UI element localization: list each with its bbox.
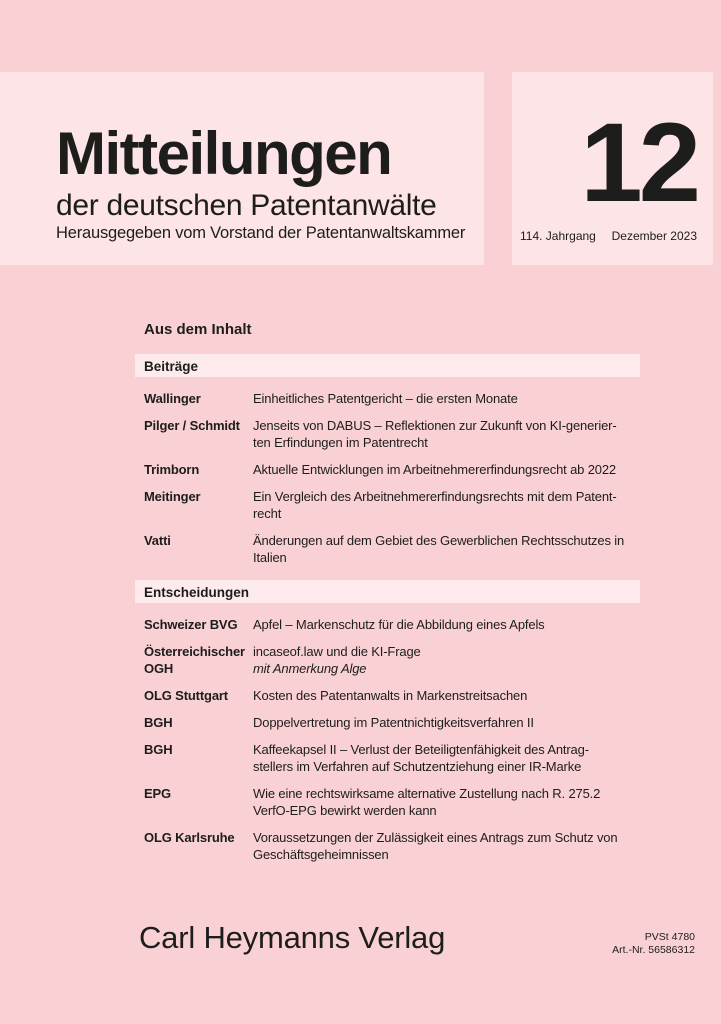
masthead-panel (0, 72, 484, 265)
issue-meta (520, 229, 697, 243)
pvst-number: PVSt 4780 (644, 931, 695, 943)
toc-entry (135, 461, 640, 478)
publisher-name: Carl Heymanns Verlag (139, 920, 446, 955)
toc-entry (135, 532, 640, 566)
toc-entry (135, 714, 640, 731)
entry-title: Ein Vergleich des Arbeitnehmererfindungsrechts mit dem Patent- recht (253, 489, 617, 521)
entry-title: Kosten des Patentanwalts in Markenstreitsachen (253, 688, 528, 703)
entry-title: Wie eine rechtswirksame alternative Zustellung nach R. 275.2 VerfO-EPG bewirkt werden kann (253, 786, 601, 818)
toc-entry (135, 390, 640, 407)
entry-author: Meitinger (144, 489, 201, 504)
toc-entry (135, 829, 640, 863)
toc-entry (135, 616, 640, 633)
magazine-subtitle: der deutschen Patentanwälte (56, 189, 437, 222)
entry-title: Kaffeekapsel II – Verlust der Beteiligtenfähigkeit des Antrag- stellers im Verfahren auf Schutzentziehung einer IR-Marke (253, 742, 589, 774)
toc-entry (135, 643, 640, 677)
issue-panel (512, 72, 713, 265)
entry-author: Vatti (144, 533, 171, 548)
toc-entry (135, 488, 640, 522)
postal-info (612, 931, 695, 956)
publisher-line: Herausgegeben vom Vorstand der Patentanwaltskammer (56, 224, 466, 242)
toc-entry (135, 417, 640, 451)
entry-title: Aktuelle Entwicklungen im Arbeitnehmererfindungsrecht ab 2022 (253, 462, 617, 477)
section-label: Entscheidungen (144, 585, 250, 600)
toc-entry (135, 785, 640, 819)
toc-heading: Aus dem Inhalt (144, 321, 252, 338)
magazine-title: Mitteilungen (56, 120, 392, 187)
entry-author: BGH (144, 715, 173, 730)
entry-author: Trimborn (144, 462, 200, 477)
entry-author: Schweizer BVG (144, 617, 238, 632)
entry-author: Pilger / Schmidt (144, 418, 240, 433)
article-number: Art.-Nr. 56586312 (612, 943, 695, 956)
section-band-beitraege (135, 354, 640, 377)
entry-note: mit Anmerkung Alge (253, 661, 367, 676)
section-band-entscheidungen (135, 580, 640, 603)
toc-entry (135, 741, 640, 775)
issue-date: Dezember 2023 (611, 229, 697, 243)
entry-author: OLG Stuttgart (144, 688, 228, 703)
volume-label: 114. Jahrgang (520, 229, 596, 243)
entry-title: Apfel – Markenschutz für die Abbildung eines Apfels (253, 617, 545, 632)
entry-author: EPG (144, 786, 172, 801)
entry-title: Einheitliches Patentgericht – die ersten Monate (253, 391, 518, 406)
toc-entry (135, 687, 640, 704)
entry-title: Voraussetzungen der Zulässigkeit eines Antrags zum Schutz von Geschäftsgeheimnissen (253, 830, 618, 862)
entry-title: Jenseits von DABUS – Reflektionen zur Zukunft von KI-generier- ten Erfindungen im Patentrecht (253, 418, 617, 450)
entry-author: Österreichischer OGH (144, 644, 245, 676)
entry-author: Wallinger (144, 391, 201, 406)
entry-author: BGH (144, 742, 173, 757)
entry-title: Änderungen auf dem Gebiet des Gewerblichen Rechtsschutzes in Italien (253, 533, 625, 565)
section-label: Beiträge (144, 359, 199, 374)
table-of-contents (135, 320, 640, 863)
entry-title: incaseof.law und die KI-Frage mit Anmerkung Alge (253, 643, 640, 677)
issue-number: 12 (580, 100, 697, 225)
entry-author: OLG Karlsruhe (144, 830, 235, 845)
entry-title: Doppelvertretung im Patentnichtigkeitsverfahren II (253, 715, 534, 730)
